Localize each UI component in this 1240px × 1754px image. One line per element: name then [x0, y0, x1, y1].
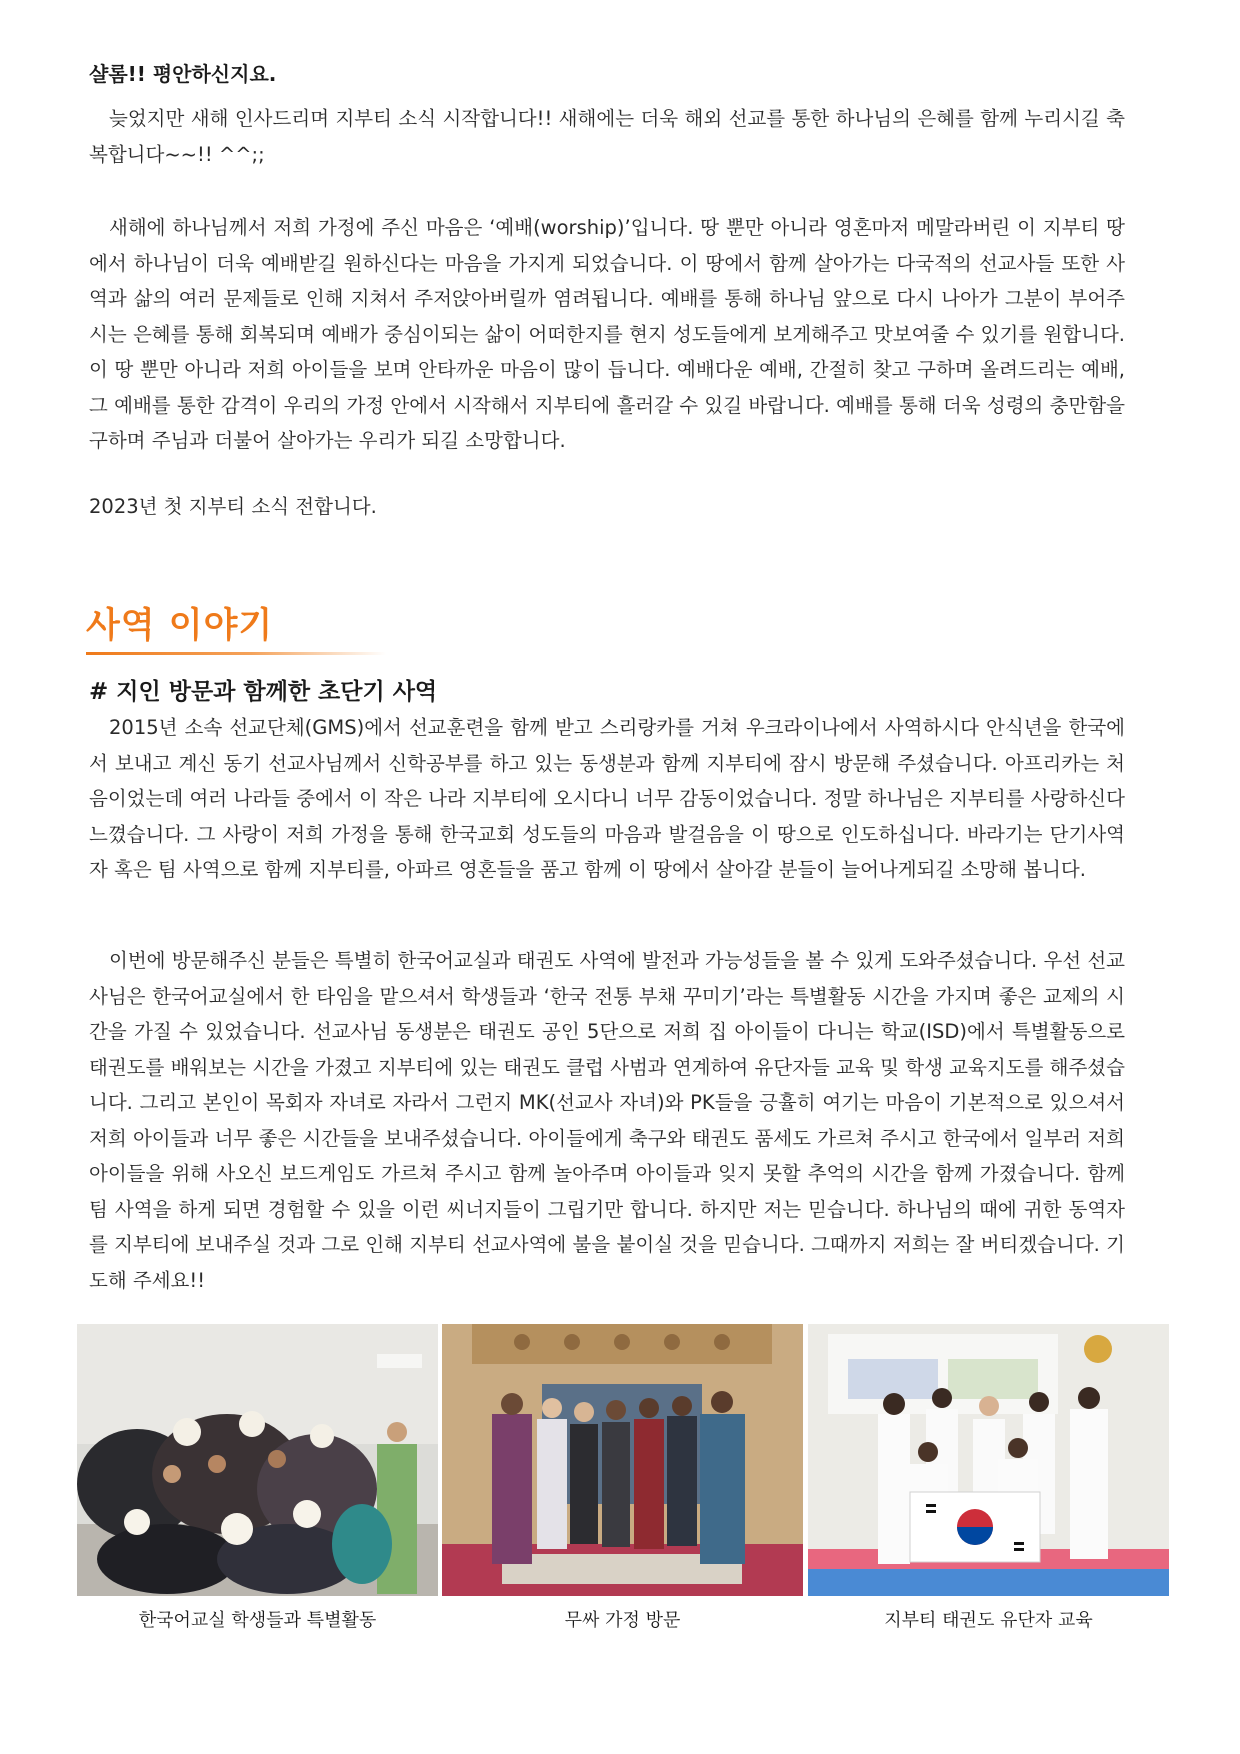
greeting: 샬롬!! 평안하신지요. [89, 62, 277, 86]
photo-caption-2: 무싸 가정 방문 [564, 1610, 681, 1631]
section-title: 사역 이야기 [86, 606, 274, 646]
intro-paragraph-3: 2023년 첫 지부티 소식 전합니다. [89, 495, 377, 518]
photo-korean-class [77, 1324, 438, 1596]
intro-paragraph-2: 새해에 하나님께서 저희 가정에 주신 마음은 ‘예배(worship)’입니다. 땅 뿐만 아니라 영혼마저 메말라버린 이 지부티 땅에서 하나님이 더욱 예배받길 원하신다는 마음을 가지게 되었습니다. 이 땅에서 함께 살아가는 다국적의 선교사들 또한 사역과 삶의 여러 문제들로 인해 지쳐서 주저앉아버릴까 염려됩니다. 예배를 통해 하나님 앞으로 다시 나아가 그분이 부어주시는 은혜를 통해 회복되며 예배가 중심이되는 삶이 어떠한지를 현지 성도들에게 보게해주고 맛보여줄 수 있기를 원합니다. 이 땅 뿐만 아니라 저희 아이들을 보며 안타까운 마음이 많이 듭니다. 예배다운 예배, 간절히 찾고 구하며 올려드리는 예배, 그 예배를 통한 감격이 우리의 가정 안에서 시작해서 지부티에 흘러갈 수 있길 바랍니다. 예배를 통해 더욱 성령의 충만함을 구하며 주님과 더불어 살아가는 우리가 되길 소망합니다. [89, 216, 1125, 452]
section-paragraph-2: 이번에 방문해주신 분들은 특별히 한국어교실과 태권도 사역에 발전과 가능성들을 볼 수 있게 도와주셨습니다. 우선 선교사님은 한국어교실에서 한 타임을 맡으셔서 학생들과 ‘한국 전통 부채 꾸미기’라는 특별활동 시간을 가지며 좋은 교제의 시간을 가질 수 있었습니다. 선교사님 동생분은 태권도 공인 5단으로 저희 집 아이들이 다니는 학교(ISD)에서 특별활동으로 태권도를 배워보는 시간을 가졌고 지부티에 있는 태권도 클럽 사범과 연계하여 유단자들 교육 및 학생 교육지도를 해주셨습니다. 그리고 본인이 목회자 자녀로 자라서 그런지 MK(선교사 자녀)와 PK들을 긍휼히 여기는 마음이 기본적으로 있으셔서 저희 아이들과 너무 좋은 시간들을 보내주셨습니다. 아이들에게 축구와 태권도 품세도 가르쳐 주시고 한국에서 일부러 저희 아이들을 위해 사오신 보드게임도 가르쳐 주시고 함께 놀아주며 아이들과 잊지 못할 추억의 시간을 함께 가졌습니다. 함께 팀 사역을 하게 되면 경험할 수 있을 이런 씨너지들이 그립기만 합니다. 하지만 저는 믿습니다. 하나님의 때에 귀한 동역자를 지부티에 보내주실 것과 그로 인해 지부티 선교사역에 불을 붙이실 것을 믿습니다. 그때까지 저희는 잘 버티겠습니다. 기도해 주세요!! [89, 949, 1125, 1292]
section-subheading: # 지인 방문과 함께한 초단기 사역 [89, 679, 438, 705]
intro-paragraph-1: 늦었지만 새해 인사드리며 지부티 소식 시작합니다!! 새해에는 더욱 해외 선교를 통한 하나님의 은혜를 함께 누리시길 축복합니다~~!! ^^;; [89, 107, 1125, 166]
section-title-underline [86, 652, 386, 655]
photo-caption-1: 한국어교실 학생들과 특별활동 [138, 1610, 377, 1631]
photo-home-visit [442, 1324, 803, 1596]
photo-taekwondo [808, 1324, 1169, 1596]
section-paragraph-1: 2015년 소속 선교단체(GMS)에서 선교훈련을 함께 받고 스리랑카를 거쳐 우크라이나에서 사역하시다 안식년을 한국에서 보내고 계신 동기 선교사님께서 신학공부를 하고 있는 동생분과 함께 지부티에 잠시 방문해 주셨습니다. 아프리카는 처음이었는데 여러 나라들 중에서 이 작은 나라 지부티에 오시다니 너무 감동이었습니다. 정말 하나님은 지부티를 사랑하신다 느꼈습니다. 그 사랑이 저희 가정을 통해 한국교회 성도들의 마음과 발걸음을 이 땅으로 인도하십니다. 바라기는 단기사역자 혹은 팀 사역으로 함께 지부티를, 아파르 영혼들을 품고 함께 이 땅에서 살아갈 분들이 늘어나게되길 소망해 봅니다. [89, 716, 1125, 881]
photo-caption-3: 지부티 태권도 유단자 교육 [884, 1610, 1093, 1631]
